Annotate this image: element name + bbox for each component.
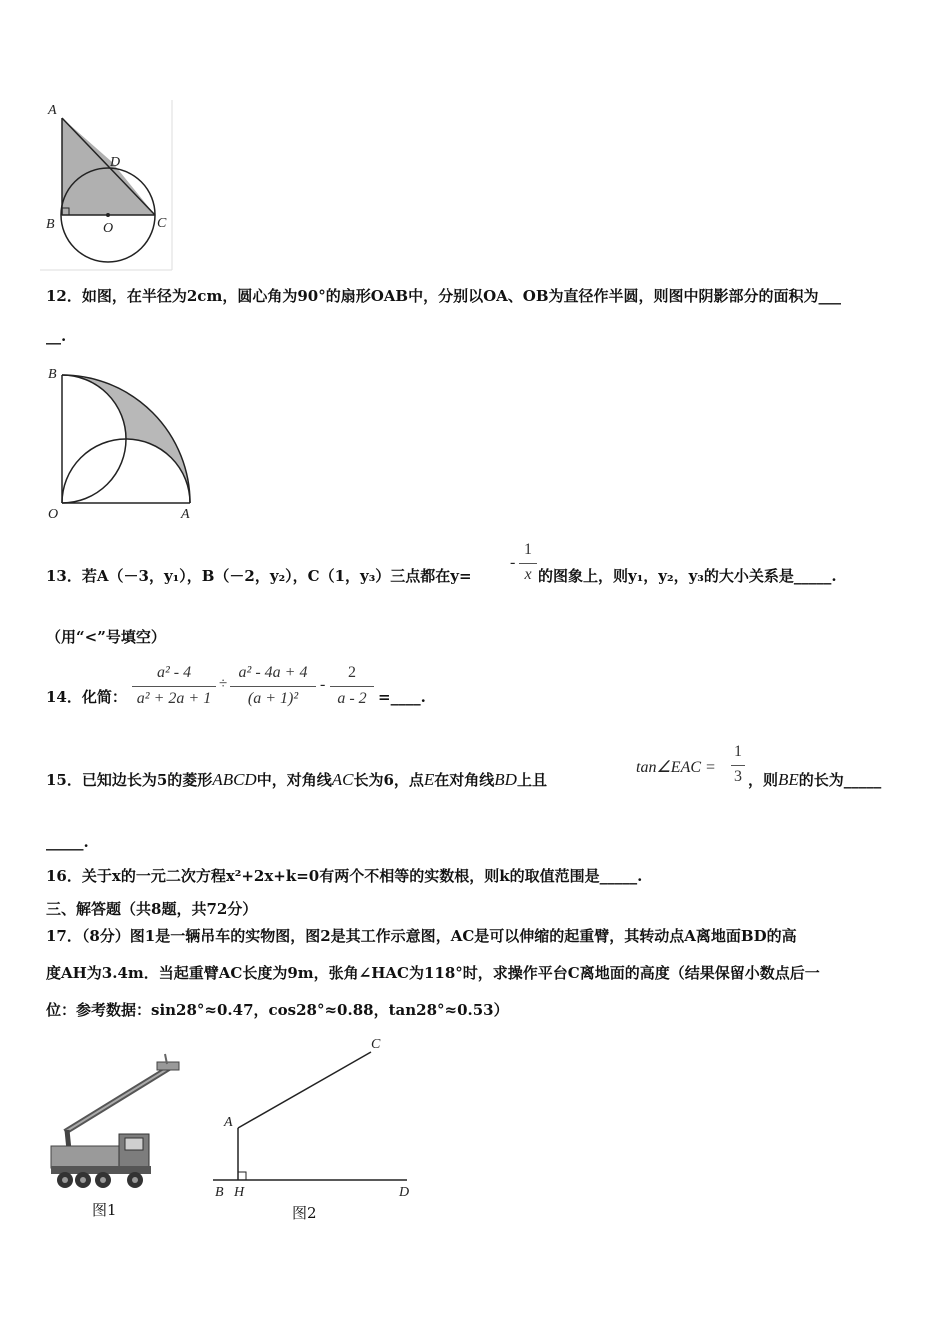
q14-f3-bar <box>330 686 374 687</box>
q15-p7: 的长为_____ <box>798 771 882 789</box>
q14-prefix: 14．化简： <box>46 688 127 706</box>
label-B: B <box>48 367 57 382</box>
q14-f2-bar <box>230 686 316 687</box>
label-H: H <box>234 1185 245 1200</box>
q13-note: （用“<”号填空） <box>46 628 166 646</box>
q15-e: E <box>423 770 435 789</box>
label-D: D <box>399 1185 410 1200</box>
q13-minus: - <box>510 554 516 571</box>
q16-text: 16．关于x的一元二次方程x²+2x+k=0有两个不相等的实数根，则k的取值范围是_____. <box>46 867 643 885</box>
q13-den: x <box>524 566 532 583</box>
label-B: B <box>46 217 55 232</box>
fig2-caption: 图2 <box>292 1204 317 1222</box>
q14-f1-den: a² + 2a + 1 <box>136 690 212 707</box>
q15-tan: tan∠EAC = <box>636 759 716 776</box>
q15-p4: 在对角线 <box>434 771 495 789</box>
q14-minus: - <box>320 676 326 693</box>
q14-suffix: =____. <box>378 688 426 706</box>
q14-f3-num: 2 <box>348 664 356 681</box>
q15-line1-end <box>748 770 881 790</box>
q12-line2: __. <box>46 327 67 345</box>
q13-num: 1 <box>524 541 532 558</box>
q15-line2: _____. <box>46 833 89 851</box>
label-C: C <box>157 216 167 231</box>
q17-line3: 位：参考数据：sin28°≈0.47，cos28°≈0.88，tan28°≈0.53） <box>46 1001 509 1019</box>
label-O: O <box>48 507 59 522</box>
q15-bd: BD <box>494 770 517 789</box>
q14-f2-num: a² - 4a + 4 <box>238 664 308 681</box>
crane-truck-image <box>45 1050 185 1200</box>
figure-q17-schematic <box>205 1030 420 1205</box>
q15-p5: 上且 <box>516 771 547 789</box>
q14-div: ÷ <box>219 676 228 692</box>
q13-fraction-bar <box>519 563 537 564</box>
label-D: D <box>110 155 121 170</box>
label-C: C <box>371 1037 381 1052</box>
q15-tan-bar <box>731 765 745 766</box>
section3-title: 三、解答题（共8题，共72分） <box>46 900 258 918</box>
figure-q12 <box>40 360 200 525</box>
q13-suffix: 的图象上，则y₁，y₂，y₃的大小关系是_____. <box>538 567 837 585</box>
q15-tan-den: 3 <box>734 768 742 785</box>
q15-line1 <box>46 770 547 790</box>
q14-f1-bar <box>132 686 216 687</box>
q15-p1: 15．已知边长为5的菱形 <box>46 771 213 789</box>
fig1-caption: 图1 <box>92 1201 117 1219</box>
q17-line2: 度AH为3.4m．当起重臂AC长度为9m，张角∠HAC为118°时，求操作平台C离地面的高度（结果保留小数点后一 <box>46 964 820 982</box>
label-O: O <box>103 221 114 236</box>
q15-tan-num: 1 <box>734 743 742 760</box>
q14-f2-den: (a + 1)² <box>247 690 299 707</box>
q14-f1-num: a² - 4 <box>156 664 192 681</box>
label-A: A <box>224 1115 233 1130</box>
label-A: A <box>181 507 190 522</box>
label-B: B <box>215 1185 224 1200</box>
q15-p6: ，则 <box>748 771 779 789</box>
q15-p3: 长为6，点 <box>353 771 424 789</box>
label-A: A <box>48 103 57 118</box>
q15-ac: AC <box>331 770 354 789</box>
q15-be: BE <box>778 770 799 789</box>
q15-abcd: ABCD <box>212 770 257 789</box>
q12-line1: 12．如图，在半径为2cm，圆心角为90°的扇形OAB中，分别以OA、OB为直径作半圆，则图中阴影部分的面积为___ <box>46 287 842 305</box>
q17-line1: 17．（8分）图1是一辆吊车的实物图，图2是其工作示意图，AC是可以伸缩的起重臂，其转动点A离地面BD的高 <box>46 927 797 945</box>
q13-prefix: 13．若A（－3，y₁），B（－2，y₂），C（1，y₃）三点都在y= <box>46 567 472 585</box>
q14-f3-den: a - 2 <box>337 690 367 707</box>
figure-q11 <box>40 100 180 275</box>
q15-p2: 中，对角线 <box>256 771 332 789</box>
